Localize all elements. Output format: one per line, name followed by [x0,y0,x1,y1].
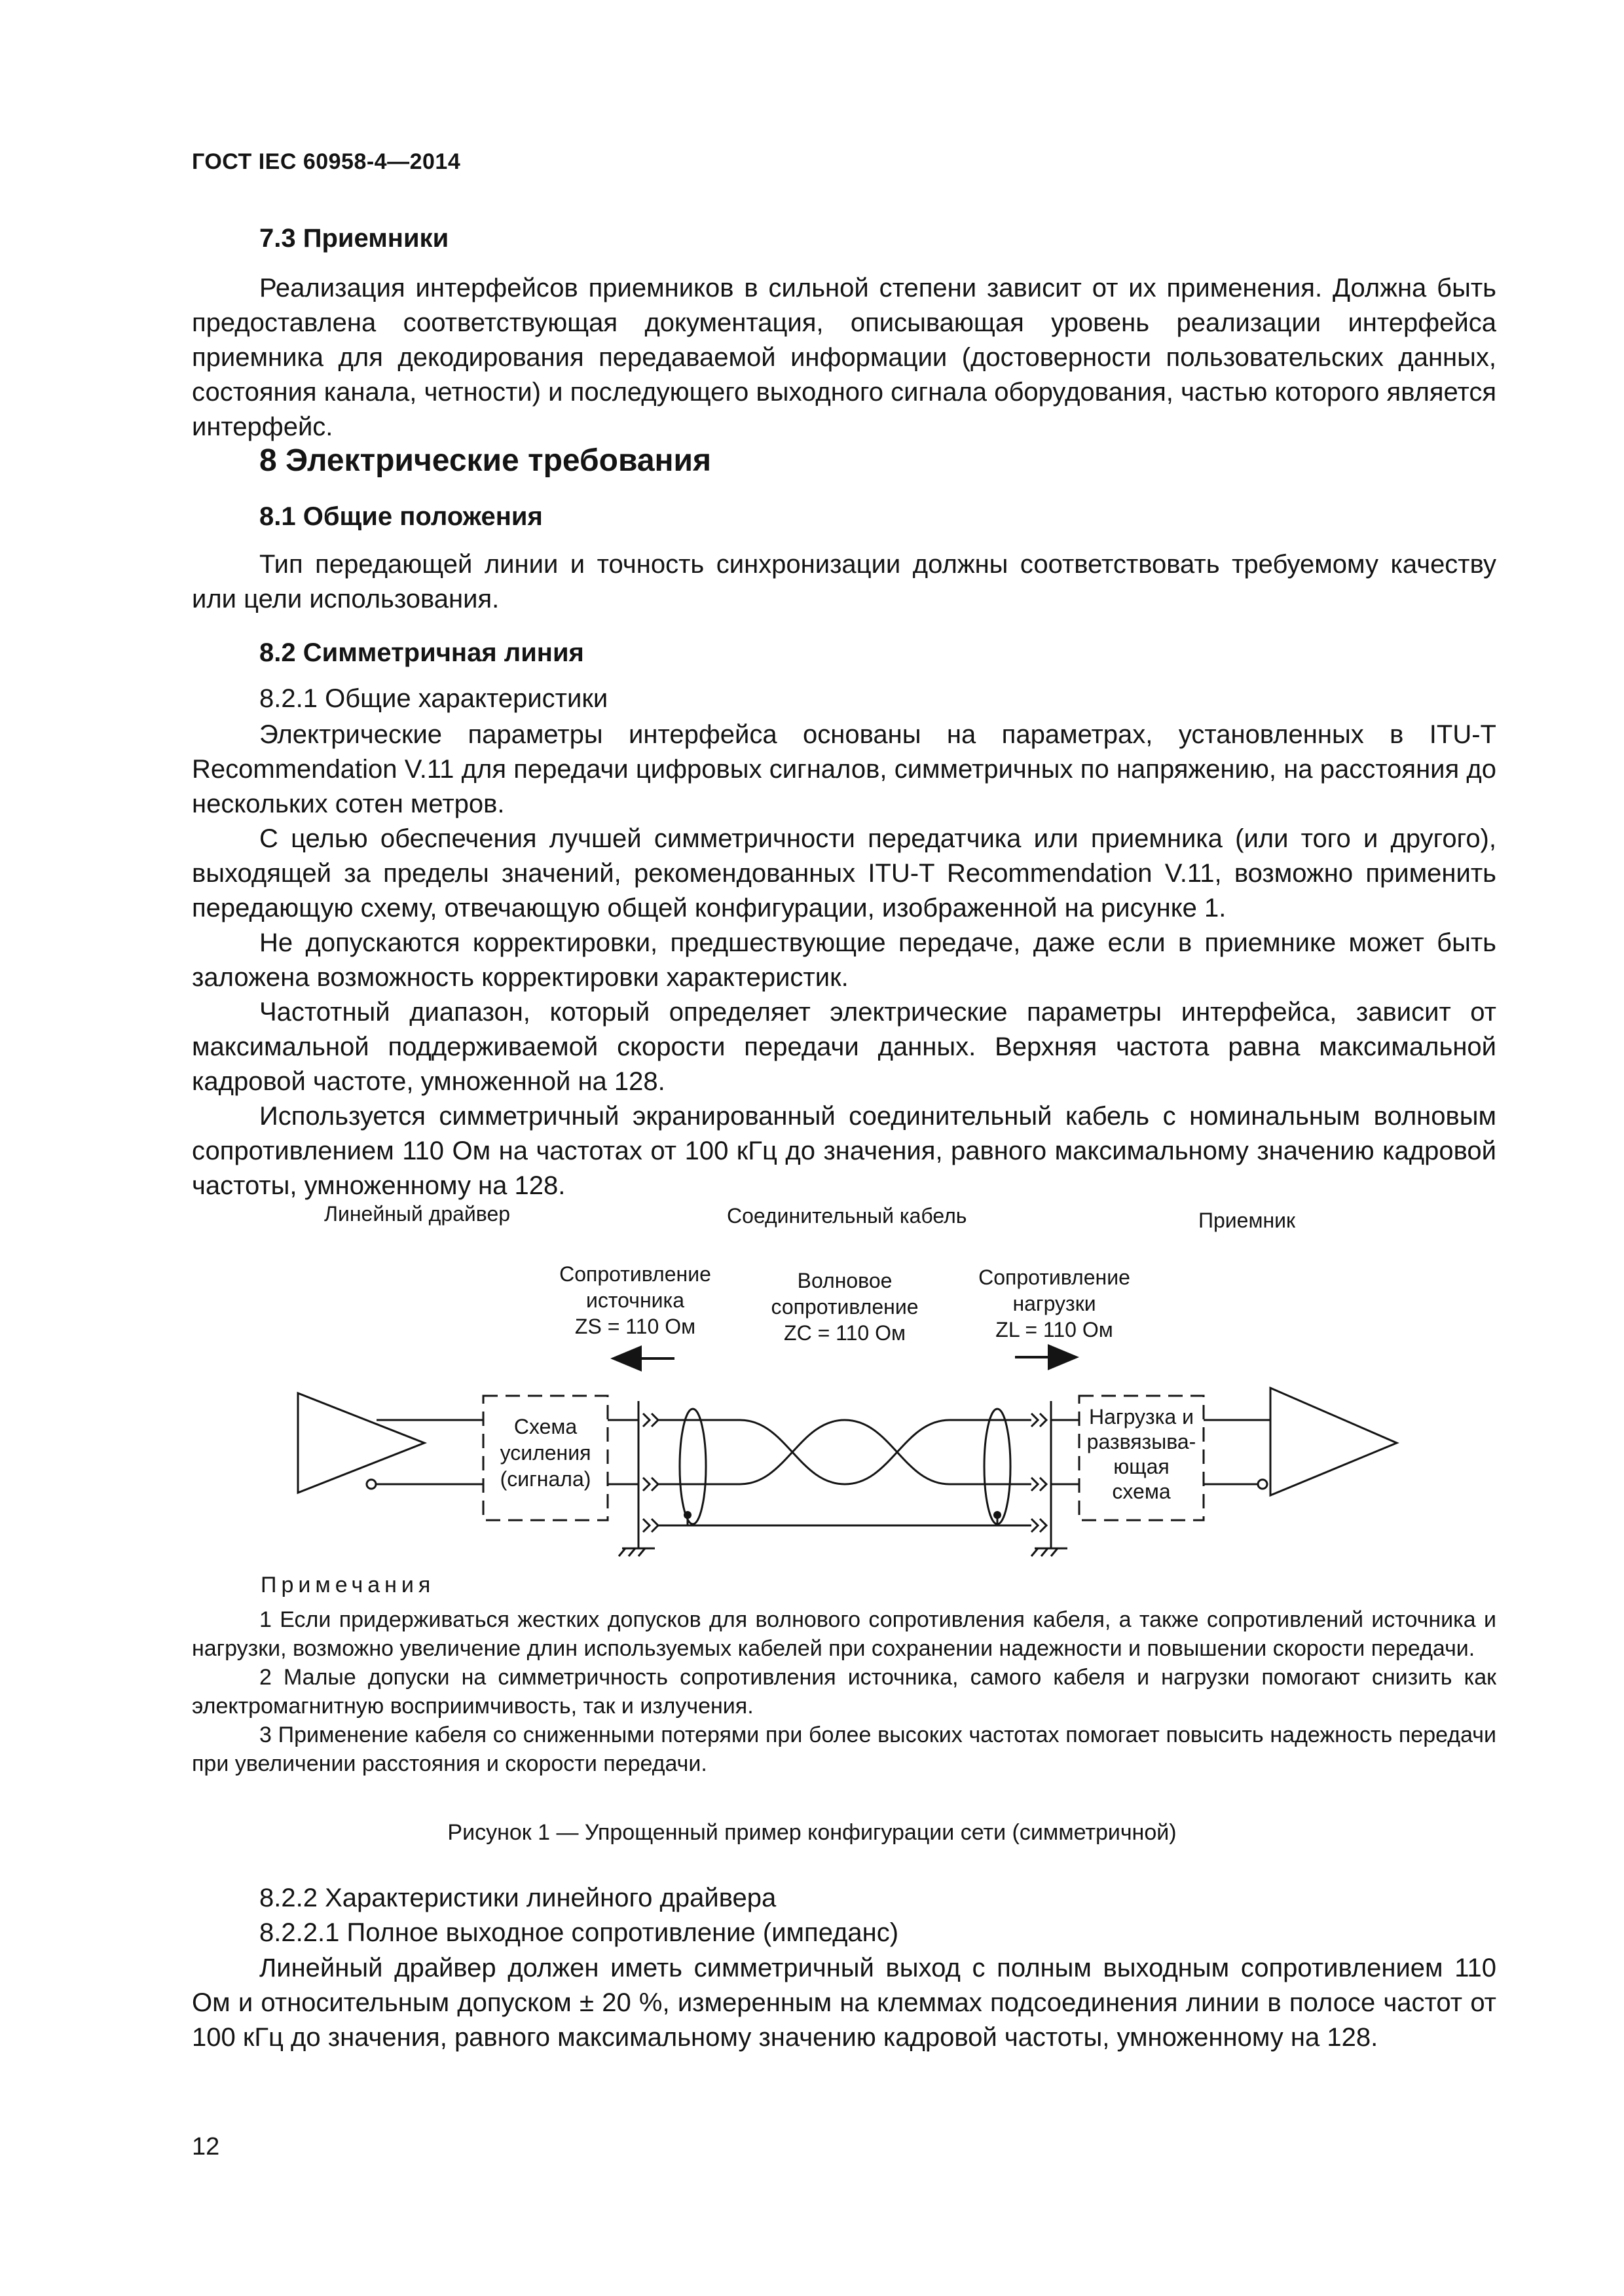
section-8-2-title: 8.2 Симметричная линия [259,638,584,667]
section-8-2-2-title: 8.2.2 Характеристики линейного драйвера [259,1884,777,1912]
zc-label-line3: ZC = 110 Ом [784,1321,906,1345]
zl-label-line1: Сопротивление [978,1266,1130,1289]
load-label-line4: схема [1112,1480,1171,1503]
paragraph: Не допускаются корректировки, предшествующие передаче, даже если в приемнике может быть заложена возможность корректировки характеристик. [192,928,1496,992]
paragraph: С целью обеспечения лучшей симметричности передатчика или приемника (или того и другого), выходящей за пределы значений, рекомендованных ITU-T Recommendation V.11, возможно применить передающую схему, отвечающую общей конфигурации, изображенной на рисунке 1. [192,824,1496,922]
paragraph: Тип передающей линии и точность синхронизации должны соответствовать требуемому качеству или цели использования. [192,550,1496,613]
section-8-1-body [192,547,1496,617]
section-8-2-1-title: 8.2.1 Общие характеристики [259,684,608,713]
page-number: 12 [192,2133,220,2160]
network-diagram [0,1192,1624,1558]
zs-label-line1: Сопротивление [559,1262,711,1286]
zc-label-line1: Волновое [797,1269,893,1292]
load-label-line3: ющая [1113,1455,1170,1478]
paragraph: Частотный диапазон, который определяет электрические параметры интерфейса, зависит от максимальной поддерживаемой скорости передачи данных. Верхняя частота равна максимальной кадровой частоте, умноженной на 128. [192,998,1496,1096]
note-item: 1 Если придерживаться жестких допусков для волнового сопротивления кабеля, а также сопротивлений источника и нагрузки, возможно увеличение длин используемых кабелей при сохранении надежности и повышении скорости передачи. [192,1607,1496,1661]
figure-caption: Рисунок 1 — Упрощенный пример конфигурации сети (симметричной) [447,1820,1177,1845]
section-8-2-1-body [192,718,1496,1203]
section-8-2-2-1-title: 8.2.2.1 Полное выходное сопротивление (импеданс) [259,1918,899,1947]
label-receiver: Приемник [1198,1209,1296,1232]
ground-icon-left [619,1548,655,1556]
shield-ellipse-right [984,1409,1010,1524]
amp-label-line1: Схема [513,1415,578,1438]
notes-heading: Примечания [261,1573,435,1597]
zs-label-line3: ZS = 110 Ом [574,1315,696,1338]
document-header: ГОСТ IEC 60958-4—2014 [192,149,461,174]
inverting-output-icon [367,1480,376,1489]
paragraph: Реализация интерфейсов приемников в сильной степени зависит от их применения. Должна быть предоставлена соответствующая документация, описывающая уровень реализации интерфейса приемника для декодирования передаваемой информации (достоверности пользовательских данных, состояния канала, четности) и последующего выходного сигнала оборудования, частью которого является интерфейс. [192,274,1496,441]
note-item: 2 Малые допуски на симметричность сопротивления источника, самого кабеля и нагрузки помогают снизить как электромагнитную восприимчивость, так и излучения. [192,1665,1496,1719]
inverting-input-icon [1258,1480,1267,1489]
amp-label-line2: усиления [500,1441,591,1465]
load-label-line1: Нагрузка и [1089,1405,1194,1429]
receiver-triangle-icon [1270,1388,1397,1495]
amp-label-line3: (сигнала) [500,1467,591,1491]
zc-label-line2: сопротивление [771,1295,919,1319]
label-connecting-cable: Соединительный кабель [727,1204,967,1228]
paragraph: Используется симметричный экранированный соединительный кабель с номинальным волновым сопротивлением 110 Ом на частотах от 100 кГц до значения, равного максимальному значению кадровой частоты, умноженному на 128. [192,1102,1496,1200]
section-7-3-title: 7.3 Приемники [259,224,449,253]
shield-ellipse-left [680,1409,706,1524]
twisted-pair-cable [740,1420,950,1484]
section-7-3-body [192,271,1496,445]
zs-label-line2: источника [586,1288,684,1312]
load-label-line2: развязыва- [1086,1430,1196,1453]
driver-triangle-icon [298,1393,424,1493]
notes-body [192,1605,1496,1778]
zl-label-line2: нагрузки [1012,1292,1096,1315]
paragraph: Электрические параметры интерфейса основаны на параметрах, установленных в ITU-T Recommendation V.11 для передачи цифровых сигналов, симметричных по напряжению, на расстояния до нескольких сотен метров. [192,720,1496,818]
label-line-driver: Линейный драйвер [324,1202,511,1226]
section-8-title: 8 Электрические требования [259,443,712,478]
ground-icon-right [1031,1548,1067,1556]
note-item: 3 Применение кабеля со сниженными потерями при более высоких частотах помогает повысить надежность передачи при увеличении расстояния и скорости передачи. [192,1722,1496,1776]
section-8-2-2-1-body [192,1951,1496,2055]
zl-label-line3: ZL = 110 Ом [995,1318,1113,1341]
section-8-1-title: 8.1 Общие положения [259,502,543,531]
paragraph: Линейный драйвер должен иметь симметричный выход с полным выходным сопротивлением 110 Ом и относительным допуском ± 20 %, измеренным на клеммах подсоединения линии в полосе частот от 100 кГц до значения, равного максимальному значению кадровой частоты, умноженному на 128. [192,1954,1496,2052]
